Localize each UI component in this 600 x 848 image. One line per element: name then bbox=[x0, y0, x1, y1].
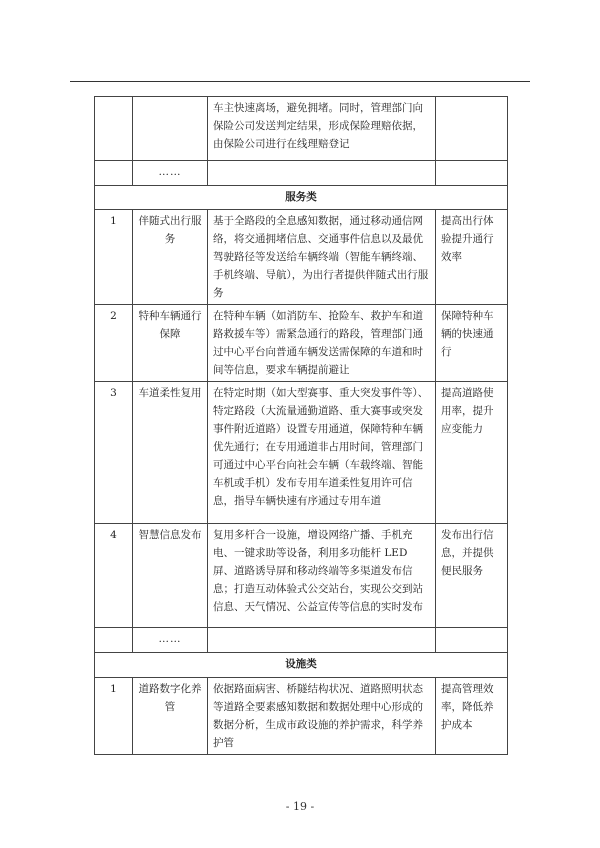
row-number: 3 bbox=[95, 382, 133, 524]
table-row bbox=[95, 305, 508, 382]
ellipsis: …… bbox=[133, 161, 208, 186]
service-description: 在特种车辆（如消防车、抢险车、救护车和道路救援车等）需紧急通行的路段，管理部门通过中心平台向普通车辆发送需保障的车道和时间等信息，要求车辆提前避让 bbox=[208, 305, 436, 382]
service-description: 复用多杆合一设施，增设网络广播、手机充电、一键求助等设备，利用多功能杆 LED 屏、道路诱导屏和移动终端等多渠道发布信息；打造互动体验式公交站台，实现公交到站信息、天气情况、公益宣传等信息的实时发布 bbox=[208, 524, 436, 628]
service-description: 依据路面病害、桥隧结构状况、道路照明状态等道路全要素感知数据和数据处理中心形成的数据分析，生成市政设施的养护需求，科学养护管 bbox=[208, 678, 436, 755]
row-number: 1 bbox=[95, 210, 133, 305]
service-effect: 提高道路使用率，提升应变能力 bbox=[436, 382, 508, 524]
table-row bbox=[95, 524, 508, 628]
service-name: 车道柔性复用 bbox=[133, 382, 208, 524]
service-description: 在特定时期（如大型赛事、重大突发事件等）、特定路段（大流量通勤道路、重大赛事或突发事件附近道路）设置专用通道，保障特种车辆优先通行；在专用通道非占用时间，管理部门可通过中心平台向社会车辆（车载终端、智能车机或手机）发布专用车道柔性复用许可信息，指导车辆快速有序通过专用车道 bbox=[208, 382, 436, 524]
effect-cell bbox=[436, 628, 508, 653]
table-row-ellipsis bbox=[95, 628, 508, 653]
service-effect: 发布出行信息，并提供便民服务 bbox=[436, 524, 508, 628]
table-row bbox=[95, 97, 508, 161]
category-row bbox=[95, 653, 508, 678]
desc-cell bbox=[208, 628, 436, 653]
row-number: 4 bbox=[95, 524, 133, 628]
desc-cell: 车主快速离场，避免拥堵。同时，管理部门向保险公司发送判定结果，形成保险理赔依据，由保险公司进行在线理赔登记 bbox=[208, 97, 436, 161]
row-number: 1 bbox=[95, 678, 133, 755]
row-number: 2 bbox=[95, 305, 133, 382]
category-row bbox=[95, 186, 508, 210]
header-rule bbox=[70, 81, 530, 82]
table-row bbox=[95, 382, 508, 524]
effect-cell bbox=[436, 161, 508, 186]
service-effect: 保障特种车辆的快速通行 bbox=[436, 305, 508, 382]
table-row-ellipsis bbox=[95, 161, 508, 186]
desc-cell bbox=[208, 161, 436, 186]
page-number: - 19 - bbox=[285, 800, 315, 813]
service-table bbox=[94, 96, 508, 755]
num-cell bbox=[95, 628, 133, 653]
service-name: 智慧信息发布 bbox=[133, 524, 208, 628]
effect-cell bbox=[436, 97, 508, 161]
category-facility: 设施类 bbox=[95, 653, 508, 678]
service-name: 特种车辆通行保障 bbox=[133, 305, 208, 382]
ellipsis: …… bbox=[133, 628, 208, 653]
service-description: 基于全路段的全息感知数据，通过移动通信网络，将交通拥堵信息、交通事件信息以及最优驾驶路径等发送给车辆终端（智能车辆终端、手机终端、导航），为出行者提供伴随式出行服务 bbox=[208, 210, 436, 305]
table-row bbox=[95, 678, 508, 755]
service-name: 伴随式出行服务 bbox=[133, 210, 208, 305]
table-row bbox=[95, 210, 508, 305]
service-effect: 提高出行体验提升通行效率 bbox=[436, 210, 508, 305]
service-effect: 提高管理效率，降低养护成本 bbox=[436, 678, 508, 755]
category-service: 服务类 bbox=[95, 186, 508, 210]
name-cell bbox=[133, 97, 208, 161]
num-cell bbox=[95, 97, 133, 161]
service-name: 道路数字化养管 bbox=[133, 678, 208, 755]
num-cell bbox=[95, 161, 133, 186]
